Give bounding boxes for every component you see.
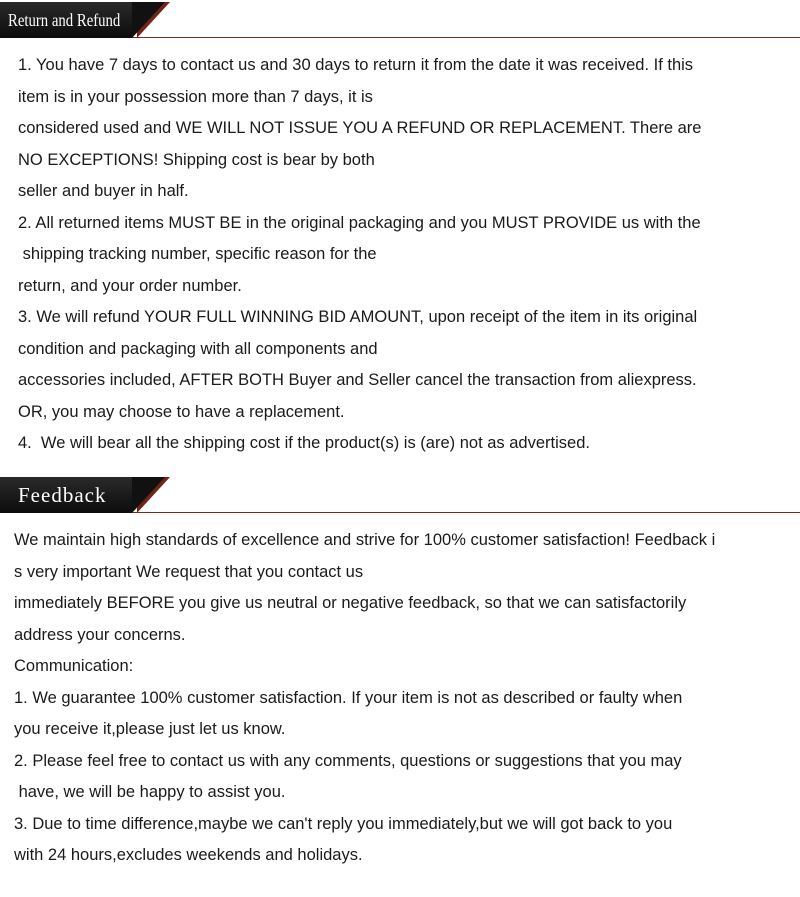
text-line: 1. We guarantee 100% customer satisfaction. If your item is not as described or faulty when bbox=[14, 688, 683, 707]
text-line: Communication: bbox=[14, 657, 134, 675]
return-refund-title bbox=[0, 2, 132, 38]
text-line: 2. Please feel free to contact us with any comments, questions or suggestions that you may bbox=[14, 751, 682, 770]
return-refund-title-text: Return and Refund bbox=[8, 9, 121, 30]
text-line: 3. Due to time difference,maybe we can't reply you immediately,but we will got back to you bbox=[14, 814, 673, 833]
text-line: shipping tracking number, specific reason for the bbox=[18, 245, 377, 263]
text-line: OR, you may choose to have a replacement. bbox=[18, 402, 345, 421]
feedback-body bbox=[14, 525, 715, 872]
text-line: item is in your possession more than 7 days, it is bbox=[18, 87, 373, 106]
feedback-title-text: Feedback bbox=[18, 482, 107, 507]
text-line: have, we will be happy to assist you. bbox=[14, 783, 286, 801]
text-line: 4. We will bear all the shipping cost if the product(s) is (are) not as advertised. bbox=[18, 434, 590, 452]
return-refund-section bbox=[0, 2, 800, 452]
text-line: with 24 hours,excludes weekends and holidays. bbox=[14, 846, 363, 864]
return-refund-header bbox=[0, 2, 800, 38]
text-line: accessories included, AFTER BOTH Buyer and Seller cancel the transaction from aliexpress. bbox=[18, 371, 697, 389]
text-line: considered used and WE WILL NOT ISSUE YOU A REFUND OR REPLACEMENT. There are bbox=[18, 119, 702, 137]
text-line: condition and packaging with all components and bbox=[18, 339, 378, 358]
feedback-section bbox=[0, 477, 800, 864]
feedback-header bbox=[0, 477, 800, 513]
text-line: 2. All returned items MUST BE in the original packaging and you MUST PROVIDE us with the bbox=[18, 213, 701, 232]
text-line: return, and your order number. bbox=[18, 276, 242, 295]
text-line: address your concerns. bbox=[14, 625, 186, 644]
text-line: 1. You have 7 days to contact us and 30 days to return it from the date it was received. If this bbox=[18, 56, 694, 74]
text-line: We maintain high standards of excellence and strive for 100% customer satisfaction! Feedback i bbox=[14, 531, 716, 549]
text-line: you receive it,please just let us know. bbox=[14, 720, 286, 738]
text-line: immediately BEFORE you give us neutral or negative feedback, so that we can satisfactorily bbox=[14, 594, 687, 612]
text-line: seller and buyer in half. bbox=[18, 182, 189, 200]
return-refund-body bbox=[18, 50, 701, 460]
text-line: NO EXCEPTIONS! Shipping cost is bear by both bbox=[18, 150, 375, 169]
text-line: 3. We will refund YOUR FULL WINNING BID AMOUNT, upon receipt of the item in its original bbox=[18, 308, 698, 326]
text-line: s very important We request that you contact us bbox=[14, 562, 364, 581]
feedback-title bbox=[0, 477, 132, 513]
